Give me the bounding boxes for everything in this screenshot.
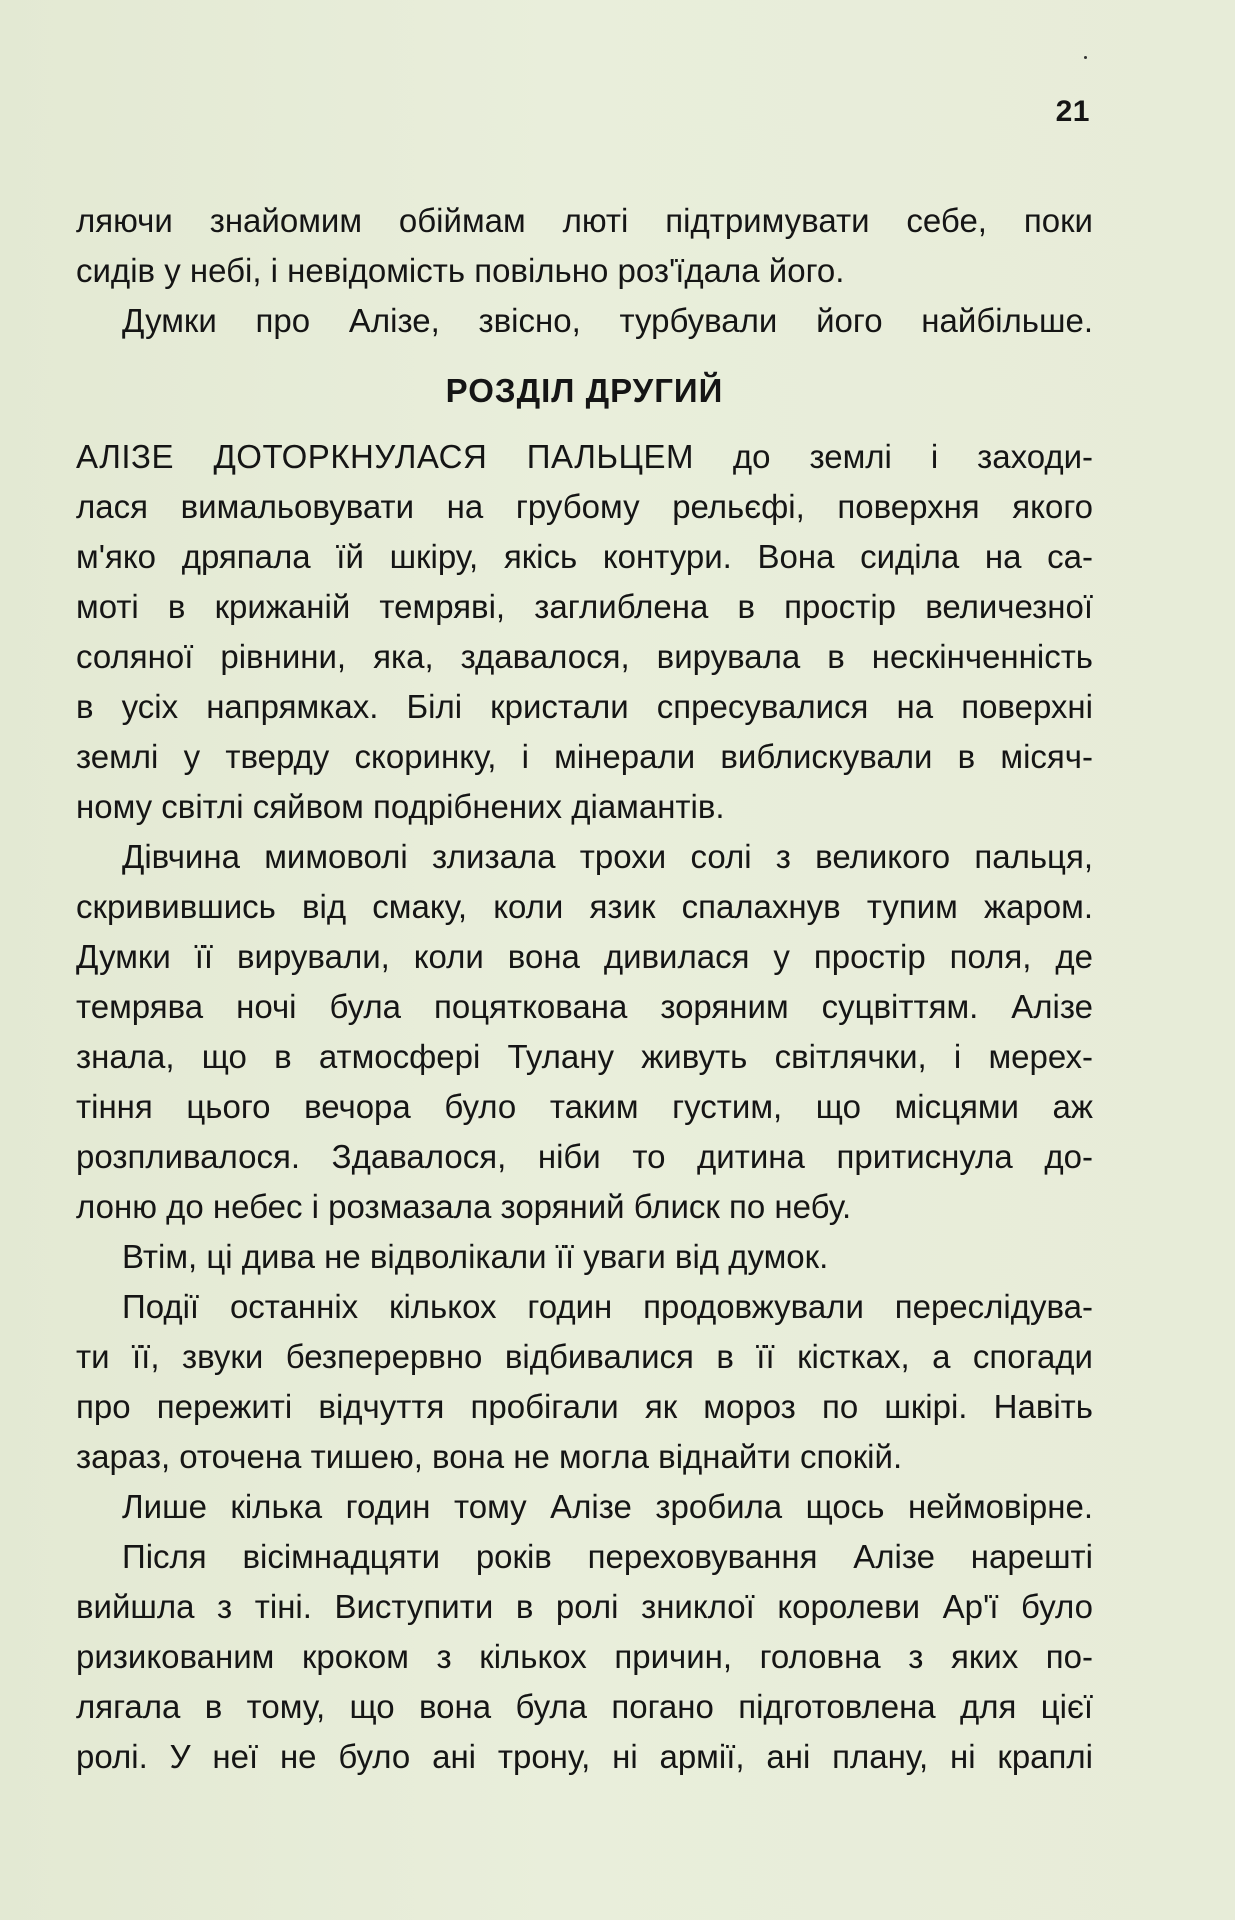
text-line: тіння цього вечора було таким густим, що місцями аж [76, 1088, 1093, 1125]
text-line: ти її, звуки безперервно відбивалися в її кістках, а спогади [76, 1338, 1093, 1375]
page-number: 21 [1055, 95, 1090, 128]
text-line: Думки її вирували, коли вона дивилася у простір поля, де [76, 938, 1093, 975]
ink-speck [1084, 56, 1087, 59]
text-line: в усіх напрямках. Білі кристали спресувалися на поверхні [76, 688, 1093, 725]
text-line: скривившись від смаку, коли язик спалахнув тупим жаром. [76, 888, 1093, 925]
chapter-opening-rest: до землі і заходи- [693, 438, 1093, 475]
text-line: темрява ночі була поцяткована зоряним суцвіттям. Алізе [76, 988, 1093, 1025]
text-line: розпливалося. Здавалося, ніби то дитина притиснула до- [76, 1138, 1093, 1175]
text-line: зараз, оточена тишею, вона не могла віднайти спокій. [76, 1438, 903, 1475]
text-line: ролі. У неї не було ані трону, ні армії, ані плану, ні краплі [76, 1738, 1093, 1775]
text-line [76, 432, 1093, 482]
chapter-heading: РОЗДІЛ ДРУГИЙ [445, 372, 724, 409]
text-line: ному світлі сяйвом подрібнених діамантів. [76, 788, 725, 825]
text-line: землі у тверду скоринку, і мінерали виблискували в місяч- [76, 738, 1093, 775]
text-line: Втім, ці дива не відволікали її уваги від думок. [122, 1238, 829, 1275]
text-line: лягала в тому, що вона була погано підготовлена для цієї [76, 1688, 1093, 1725]
text-line: моті в крижаній темряві, заглиблена в простір величезної [76, 588, 1093, 625]
text-line: вийшла з тіні. Виступити в ролі зниклої королеви Ар'ї було [76, 1588, 1093, 1625]
text-line: Лише кілька годин тому Алізе зробила щось неймовірне. [122, 1488, 1093, 1525]
text-line: соляної рівнини, яка, здавалося, вирувала в нескінченність [76, 638, 1093, 675]
body-text [76, 196, 1093, 1782]
text-line: сидів у небі, і невідомість повільно роз'їдала його. [76, 252, 845, 289]
text-line: ляючи знайомим обіймам люті підтримувати себе, поки [76, 202, 1093, 239]
text-line: знала, що в атмосфері Тулану живуть світлячки, і мерех- [76, 1038, 1093, 1075]
text-line: лоню до небес і розмазала зоряний блиск по небу. [76, 1188, 852, 1225]
text-line: м'яко дряпала їй шкіру, якісь контури. Вона сиділа на са- [76, 538, 1093, 575]
chapter-opening-caps: АЛІЗЕ ДОТОРКНУЛАСЯ ПАЛЬЦЕМ [76, 438, 694, 475]
text-line: ризикованим кроком з кількох причин, головна з яких по- [76, 1638, 1093, 1675]
text-line: Дівчина мимоволі злизала трохи солі з великого пальця, [122, 838, 1093, 875]
text-line: Думки про Алізе, звісно, турбували його найбільше. [122, 302, 1093, 339]
text-line: Події останніх кількох годин продовжували переслідува- [122, 1288, 1093, 1325]
text-line: про пережиті відчуття пробігали як мороз по шкірі. Навіть [76, 1388, 1093, 1425]
text-line: Після вісімнадцяти років переховування Алізе нарешті [122, 1538, 1093, 1575]
text-line: лася вимальовувати на грубому рельєфі, поверхня якого [76, 488, 1093, 525]
